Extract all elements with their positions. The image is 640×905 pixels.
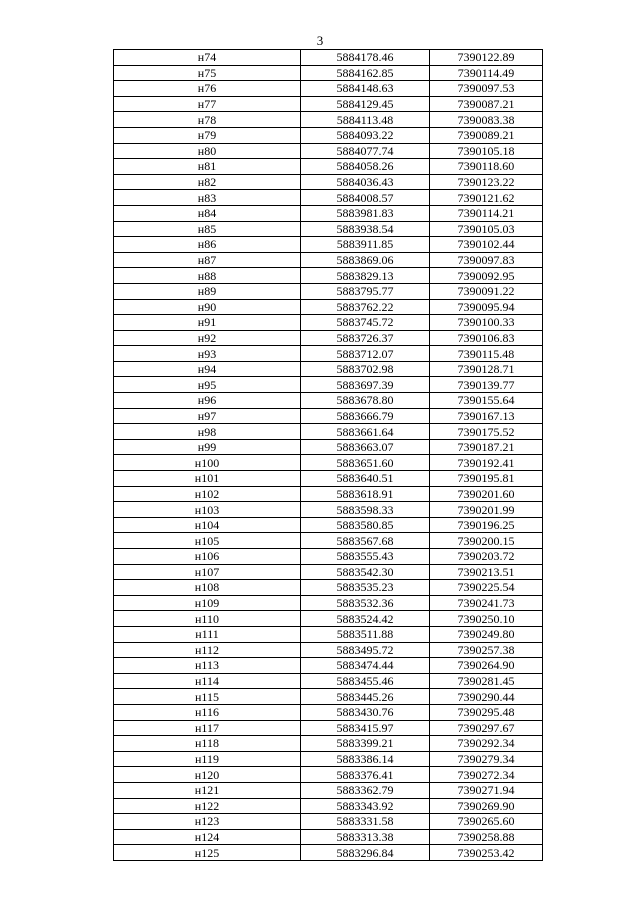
y-coordinate-cell: 7390195.81 [430, 471, 543, 487]
table-row [114, 611, 543, 627]
table-row [114, 549, 543, 565]
y-coordinate-cell: 7390241.73 [430, 595, 543, 611]
table-row [114, 751, 543, 767]
x-coordinate-cell: 5883762.22 [301, 299, 430, 315]
table-row [114, 81, 543, 97]
point-id-cell: н120 [114, 767, 301, 783]
table-row [114, 174, 543, 190]
x-coordinate-cell: 5883697.39 [301, 377, 430, 393]
x-coordinate-cell: 5883532.36 [301, 595, 430, 611]
x-coordinate-cell: 5883399.21 [301, 736, 430, 752]
x-coordinate-cell: 5883343.92 [301, 798, 430, 814]
point-id-cell: н85 [114, 221, 301, 237]
point-id-cell: н106 [114, 549, 301, 565]
point-id-cell: н89 [114, 283, 301, 299]
table-row [114, 237, 543, 253]
y-coordinate-cell: 7390123.22 [430, 174, 543, 190]
table-row [114, 736, 543, 752]
table-row [114, 767, 543, 783]
table-row [114, 190, 543, 206]
y-coordinate-cell: 7390128.71 [430, 361, 543, 377]
x-coordinate-cell: 5883580.85 [301, 517, 430, 533]
y-coordinate-cell: 7390102.44 [430, 237, 543, 253]
point-id-cell: н111 [114, 626, 301, 642]
point-id-cell: н117 [114, 720, 301, 736]
y-coordinate-cell: 7390175.52 [430, 424, 543, 440]
point-id-cell: н119 [114, 751, 301, 767]
x-coordinate-cell: 5883362.79 [301, 782, 430, 798]
table-row [114, 471, 543, 487]
table-row [114, 502, 543, 518]
table-row [114, 564, 543, 580]
x-coordinate-cell: 5883415.97 [301, 720, 430, 736]
x-coordinate-cell: 5883511.88 [301, 626, 430, 642]
y-coordinate-cell: 7390297.67 [430, 720, 543, 736]
x-coordinate-cell: 5883981.83 [301, 205, 430, 221]
point-id-cell: н82 [114, 174, 301, 190]
point-id-cell: н74 [114, 50, 301, 66]
x-coordinate-cell: 5884093.22 [301, 127, 430, 143]
table-row [114, 673, 543, 689]
point-id-cell: н84 [114, 205, 301, 221]
page-number: 3 [316, 33, 324, 48]
y-coordinate-cell: 7390213.51 [430, 564, 543, 580]
point-id-cell: н118 [114, 736, 301, 752]
table-row [114, 143, 543, 159]
table-row [114, 408, 543, 424]
point-id-cell: н104 [114, 517, 301, 533]
y-coordinate-cell: 7390250.10 [430, 611, 543, 627]
point-id-cell: н95 [114, 377, 301, 393]
y-coordinate-cell: 7390279.34 [430, 751, 543, 767]
point-id-cell: н96 [114, 393, 301, 409]
point-id-cell: н108 [114, 580, 301, 596]
y-coordinate-cell: 7390121.62 [430, 190, 543, 206]
table-row [114, 658, 543, 674]
table-row [114, 299, 543, 315]
y-coordinate-cell: 7390114.21 [430, 205, 543, 221]
y-coordinate-cell: 7390272.34 [430, 767, 543, 783]
x-coordinate-cell: 5883869.06 [301, 252, 430, 268]
y-coordinate-cell: 7390167.13 [430, 408, 543, 424]
table-row [114, 159, 543, 175]
x-coordinate-cell: 5883386.14 [301, 751, 430, 767]
point-id-cell: н113 [114, 658, 301, 674]
x-coordinate-cell: 5883555.43 [301, 549, 430, 565]
y-coordinate-cell: 7390087.21 [430, 96, 543, 112]
x-coordinate-cell: 5883829.13 [301, 268, 430, 284]
x-coordinate-cell: 5883702.98 [301, 361, 430, 377]
table-row [114, 315, 543, 331]
x-coordinate-cell: 5883663.07 [301, 439, 430, 455]
y-coordinate-cell: 7390091.22 [430, 283, 543, 299]
table-row [114, 252, 543, 268]
x-coordinate-cell: 5883795.77 [301, 283, 430, 299]
y-coordinate-cell: 7390271.94 [430, 782, 543, 798]
y-coordinate-cell: 7390114.49 [430, 65, 543, 81]
table-row [114, 829, 543, 845]
point-id-cell: н123 [114, 814, 301, 830]
x-coordinate-cell: 5883445.26 [301, 689, 430, 705]
y-coordinate-cell: 7390155.64 [430, 393, 543, 409]
point-id-cell: н76 [114, 81, 301, 97]
point-id-cell: н99 [114, 439, 301, 455]
table-row [114, 283, 543, 299]
table-row [114, 361, 543, 377]
x-coordinate-cell: 5883640.51 [301, 471, 430, 487]
point-id-cell: н90 [114, 299, 301, 315]
point-id-cell: н94 [114, 361, 301, 377]
y-coordinate-cell: 7390122.89 [430, 50, 543, 66]
x-coordinate-cell: 5883651.60 [301, 455, 430, 471]
x-coordinate-cell: 5884058.26 [301, 159, 430, 175]
table-row [114, 221, 543, 237]
point-id-cell: н122 [114, 798, 301, 814]
point-id-cell: н107 [114, 564, 301, 580]
point-id-cell: н115 [114, 689, 301, 705]
point-id-cell: н112 [114, 642, 301, 658]
y-coordinate-cell: 7390253.42 [430, 845, 543, 861]
y-coordinate-cell: 7390264.90 [430, 658, 543, 674]
point-id-cell: н91 [114, 315, 301, 331]
x-coordinate-cell: 5884129.45 [301, 96, 430, 112]
table-row [114, 205, 543, 221]
table-row [114, 377, 543, 393]
point-id-cell: н97 [114, 408, 301, 424]
point-id-cell: н78 [114, 112, 301, 128]
table-row [114, 330, 543, 346]
table-row [114, 346, 543, 362]
y-coordinate-cell: 7390281.45 [430, 673, 543, 689]
table-row [114, 845, 543, 861]
x-coordinate-cell: 5884077.74 [301, 143, 430, 159]
x-coordinate-cell: 5884008.57 [301, 190, 430, 206]
y-coordinate-cell: 7390105.18 [430, 143, 543, 159]
y-coordinate-cell: 7390106.83 [430, 330, 543, 346]
y-coordinate-cell: 7390097.83 [430, 252, 543, 268]
point-id-cell: н77 [114, 96, 301, 112]
y-coordinate-cell: 7390105.03 [430, 221, 543, 237]
point-id-cell: н81 [114, 159, 301, 175]
table-row [114, 127, 543, 143]
x-coordinate-cell: 5883455.46 [301, 673, 430, 689]
x-coordinate-cell: 5883678.80 [301, 393, 430, 409]
x-coordinate-cell: 5883666.79 [301, 408, 430, 424]
point-id-cell: н83 [114, 190, 301, 206]
table-row [114, 268, 543, 284]
y-coordinate-cell: 7390200.15 [430, 533, 543, 549]
y-coordinate-cell: 7390097.53 [430, 81, 543, 97]
table-row [114, 112, 543, 128]
y-coordinate-cell: 7390269.90 [430, 798, 543, 814]
table-row [114, 96, 543, 112]
x-coordinate-cell: 5883712.07 [301, 346, 430, 362]
y-coordinate-cell: 7390092.95 [430, 268, 543, 284]
x-coordinate-cell: 5883495.72 [301, 642, 430, 658]
point-id-cell: н79 [114, 127, 301, 143]
point-id-cell: н100 [114, 455, 301, 471]
y-coordinate-cell: 7390192.41 [430, 455, 543, 471]
x-coordinate-cell: 5883567.68 [301, 533, 430, 549]
y-coordinate-cell: 7390187.21 [430, 439, 543, 455]
table-row [114, 424, 543, 440]
x-coordinate-cell: 5883598.33 [301, 502, 430, 518]
point-id-cell: н116 [114, 704, 301, 720]
table-row [114, 517, 543, 533]
point-id-cell: н125 [114, 845, 301, 861]
x-coordinate-cell: 5883331.58 [301, 814, 430, 830]
y-coordinate-cell: 7390225.54 [430, 580, 543, 596]
point-id-cell: н102 [114, 486, 301, 502]
x-coordinate-cell: 5883938.54 [301, 221, 430, 237]
y-coordinate-cell: 7390118.60 [430, 159, 543, 175]
table-row [114, 720, 543, 736]
y-coordinate-cell: 7390258.88 [430, 829, 543, 845]
x-coordinate-cell: 5883296.84 [301, 845, 430, 861]
x-coordinate-cell: 5884036.43 [301, 174, 430, 190]
table-row [114, 486, 543, 502]
x-coordinate-cell: 5884178.46 [301, 50, 430, 66]
table-row [114, 782, 543, 798]
x-coordinate-cell: 5883535.23 [301, 580, 430, 596]
y-coordinate-cell: 7390203.72 [430, 549, 543, 565]
point-id-cell: н101 [114, 471, 301, 487]
table-row [114, 580, 543, 596]
table-row [114, 642, 543, 658]
table-row [114, 439, 543, 455]
table-row [114, 798, 543, 814]
x-coordinate-cell: 5883524.42 [301, 611, 430, 627]
table-row [114, 595, 543, 611]
x-coordinate-cell: 5883618.91 [301, 486, 430, 502]
table-row [114, 814, 543, 830]
y-coordinate-cell: 7390089.21 [430, 127, 543, 143]
point-id-cell: н75 [114, 65, 301, 81]
x-coordinate-cell: 5883745.72 [301, 315, 430, 331]
point-id-cell: н103 [114, 502, 301, 518]
point-id-cell: н88 [114, 268, 301, 284]
point-id-cell: н86 [114, 237, 301, 253]
coordinates-table-body [114, 50, 543, 861]
x-coordinate-cell: 5883430.76 [301, 704, 430, 720]
x-coordinate-cell: 5884148.63 [301, 81, 430, 97]
table-row [114, 455, 543, 471]
y-coordinate-cell: 7390295.48 [430, 704, 543, 720]
x-coordinate-cell: 5883661.64 [301, 424, 430, 440]
point-id-cell: н114 [114, 673, 301, 689]
table-row [114, 50, 543, 66]
y-coordinate-cell: 7390265.60 [430, 814, 543, 830]
y-coordinate-cell: 7390100.33 [430, 315, 543, 331]
y-coordinate-cell: 7390139.77 [430, 377, 543, 393]
y-coordinate-cell: 7390257.38 [430, 642, 543, 658]
x-coordinate-cell: 5883474.44 [301, 658, 430, 674]
x-coordinate-cell: 5883542.30 [301, 564, 430, 580]
point-id-cell: н109 [114, 595, 301, 611]
table-row [114, 689, 543, 705]
point-id-cell: н80 [114, 143, 301, 159]
y-coordinate-cell: 7390095.94 [430, 299, 543, 315]
table-row [114, 65, 543, 81]
point-id-cell: н93 [114, 346, 301, 362]
point-id-cell: н98 [114, 424, 301, 440]
y-coordinate-cell: 7390249.80 [430, 626, 543, 642]
y-coordinate-cell: 7390196.25 [430, 517, 543, 533]
y-coordinate-cell: 7390201.99 [430, 502, 543, 518]
x-coordinate-cell: 5884162.85 [301, 65, 430, 81]
x-coordinate-cell: 5883376.41 [301, 767, 430, 783]
table-row [114, 393, 543, 409]
table-row [114, 626, 543, 642]
y-coordinate-cell: 7390083.38 [430, 112, 543, 128]
y-coordinate-cell: 7390115.48 [430, 346, 543, 362]
y-coordinate-cell: 7390201.60 [430, 486, 543, 502]
point-id-cell: н124 [114, 829, 301, 845]
y-coordinate-cell: 7390290.44 [430, 689, 543, 705]
point-id-cell: н121 [114, 782, 301, 798]
point-id-cell: н87 [114, 252, 301, 268]
coordinates-table [113, 49, 543, 861]
point-id-cell: н92 [114, 330, 301, 346]
x-coordinate-cell: 5883726.37 [301, 330, 430, 346]
y-coordinate-cell: 7390292.34 [430, 736, 543, 752]
x-coordinate-cell: 5883313.38 [301, 829, 430, 845]
x-coordinate-cell: 5884113.48 [301, 112, 430, 128]
x-coordinate-cell: 5883911.85 [301, 237, 430, 253]
table-row [114, 704, 543, 720]
table-row [114, 533, 543, 549]
point-id-cell: н110 [114, 611, 301, 627]
point-id-cell: н105 [114, 533, 301, 549]
